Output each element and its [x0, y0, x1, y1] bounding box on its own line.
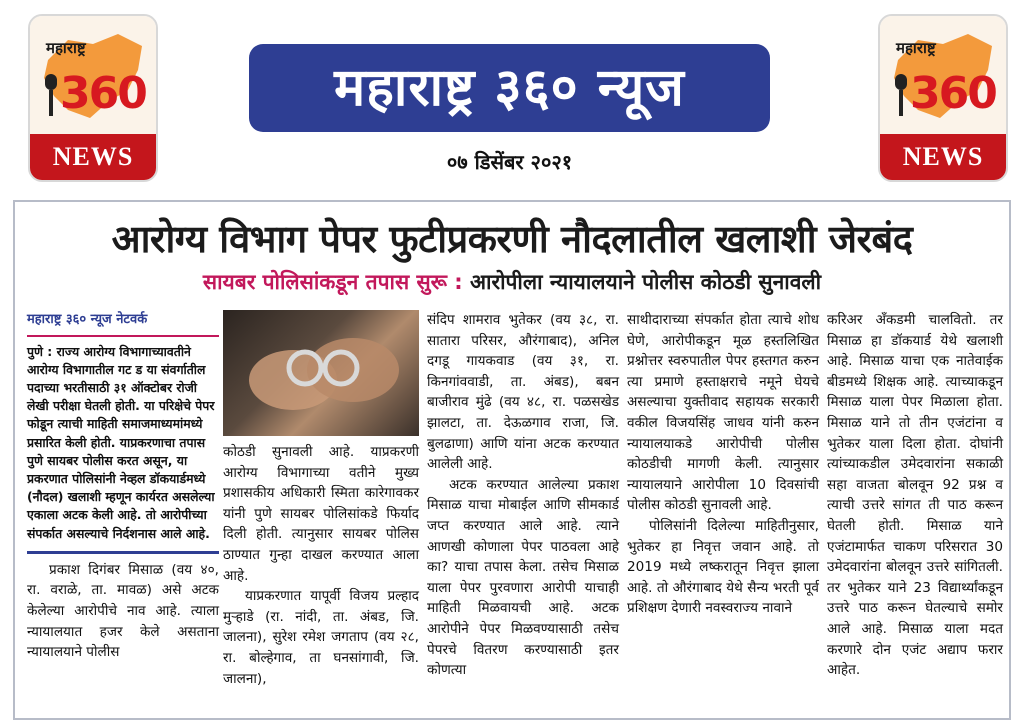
article-frame [13, 200, 1011, 720]
handcuffs-photo [223, 310, 419, 436]
body-paragraph: कोठडी सुनावली आहे. याप्रकरणी आरोग्य विभागाच्या वतीने मुख्य प्रशासकीय अधिकारी स्मिता कारेगावकर यांनी पुणे सायबर पोलिसांकडे फिर्याद दिली होती. त्यानुसार सायबर पोलिस ठाण्यात गुन्हा दाखल करण्यात आला आहे. [223, 444, 419, 584]
byline-divider [27, 335, 219, 337]
article-column-4 [627, 310, 819, 619]
article-column-5 [827, 310, 1003, 681]
logo-number: 360 [60, 68, 146, 119]
article-column-1 [27, 310, 219, 663]
subhead-highlight: सायबर पोलिसांकडून तपास सुरू : [202, 270, 463, 294]
newspaper-title: महाराष्ट्र ३६० न्यूज [249, 44, 770, 132]
body-paragraph: पोलिसांनी दिलेल्या माहितीनुसार, भुतेकर हा निवृत्त जवान आहे. तो 2019 मध्ये लष्करातून निवृत्त झाला आहे. तो औरंगाबाद येथे सैन्य भरती पूर्व प्रशिक्षण देणारी नवस्वराज्य नावाने [627, 517, 819, 617]
left-logo [28, 14, 158, 182]
logo-news-label: NEWS [880, 134, 1006, 180]
microphone-icon [42, 74, 60, 118]
body-paragraph: याप्रकरणात यापूर्वी विजय प्रल्हाद मुऱ्हाडे (रा. नांदी, ता. अंबड, जि. जालना), सुरेश रमेश जगताप (वय २८, रा. बोल्हेगाव, ता घनसांगावी, जि. जालना), [223, 588, 419, 687]
intro-paragraph: पुणे : राज्य आरोग्य विभागाच्यावतीने आरोग्य विभागातील गट ड या संवर्गातील पदाच्या भरतीसाठी ३१ ऑक्टोबर रोजी लेखी परीक्षा घेतली होती. या परिक्षेचे पेपर फोडून त्याची माहिती समाजमाध्यमांमध्ये प्रसारित केली होती. याप्रकरणाचा तपास पुणे सायबर पोलीस करत असून, या प्रकरणात पोलिसांनी नेव्हल डॉकयार्डमध्ये (नौदल) खलाशी म्हणून कार्यरत असलेल्या एकाला अटक केली आहे. तो आरोपीच्या संपर्कात असल्याचे निर्दशनास आले आहे. [27, 343, 215, 541]
right-logo [878, 14, 1008, 182]
byline: महाराष्ट्र ३६० न्यूज नेटवर्क [27, 312, 148, 327]
logo-name: महाराष्ट्र [896, 39, 936, 57]
body-paragraph: संदिप शामराव भुतेकर (वय ३८, रा. सातारा परिसर, औरंगाबाद), अनिल दगडू गायकवाड (वय ३१, रा. किनगांववाडी, ता. अंबड), बबन बाजीराव मुंढे (वय ४८, रा. पळसखेड झालटा, ता. देऊळगाव राजा, जि. बुलढाणा) आणि यांना अटक करण्यात आलेली आहे. [427, 312, 619, 473]
logo-name: महाराष्ट्र [46, 39, 86, 57]
subhead-text: आरोपीला न्यायालयाने पोलीस कोठडी सुनावली [462, 270, 822, 294]
article-column-2 [223, 442, 419, 689]
article-column-3 [427, 310, 619, 681]
microphone-icon [892, 74, 910, 118]
logo-news-label: NEWS [30, 134, 156, 180]
article-headline: आरोग्य विभाग पेपर फुटीप्रकरणी नौदलातील खलाशी जेरबंद [111, 217, 913, 261]
body-paragraph: करिअर अँकडमी चालवितो. तर मिसाळ हा डॉकयार्ड येथे खलाशी आहे. मिसाळ याचा एक नातेवाईक बीडमध्ये शिक्षक आहे. त्याच्याकडून मिसाळ याला पेपर मिळाला होता. मिसाळ याने तो तीन एजंटांना व भुतेकर याला दिला होता. दोघांनी त्यांच्याकडील उमेदवारांना सकाळी सहा वाजता बोलवून 92 प्रश्न व त्याची उत्तरे सांगत ती पाठ करून घेतली होती. मिसाळ याने एजंटामार्फत चाकण परिसरात 30 उमेदवारांना बोलवून उत्तरे सांगितली. तर भुतेकर याने 23 विद्यार्थ्यांकडून उत्तरे पाठ करून घेतल्याचे समोर आले आहे. मिसाळ याला मदत करणारे दोन एजंट अद्याप फरार आहेत. [827, 312, 1003, 679]
logo-number: 360 [910, 68, 996, 119]
body-paragraph: साथीदाराच्या संपर्कात होता त्याचे शोध घेणे, आरोपीकडून मूळ हस्तलिखित प्रश्नोत्तर स्वरुपातील पेपर हस्तगत करुन त्या प्रमाणे हस्ताक्षराचे नमूने घेयचे असल्याचा युक्तीवाद सहायक सरकारी वकील विजयसिंह जाधव यांनी करुन न्यायालयाकडे आरोपीची पोलीस कोठडीची मागणी केली. त्यानुसार न्यायालयाने आरोपीला 10 दिवसांची पोलीस कोठडी सुनावली आहे. [627, 312, 819, 514]
body-paragraph: प्रकाश दिगंबर मिसाळ (वय ४०, रा. वराळे, ता. मावळ) असे अटक केलेल्या आरोपीचे नाव आहे. त्याला न्यायालयात हजर केले असताना न्यायालयाने पोलीस [27, 561, 219, 661]
intro-divider [27, 551, 219, 554]
logo-background [880, 16, 1006, 134]
body-paragraph: अटक करण्यात आलेल्या प्रकाश मिसाळ याचा मोबाईल आणि सीमकार्ड जप्त करण्यात आले आहे. त्याने आणखी कोणाला पेपर पाठवला आहे का? याचा तपास केला. तसेच मिसाळ याला पेपर पुरवणारा आरोपी याचाही माहिती मिळवायची आहे. अटक आरोपीने पेपर मिळवण्यासाठी तसेच पेपरचे वितरण करण्यासाठी इतर कोणत्या [427, 476, 619, 679]
handcuffs-icon [223, 310, 419, 436]
issue-date: ०७ डिसेंबर २०२१ [446, 150, 573, 174]
logo-background [30, 16, 156, 134]
article-subhead [15, 268, 1009, 296]
